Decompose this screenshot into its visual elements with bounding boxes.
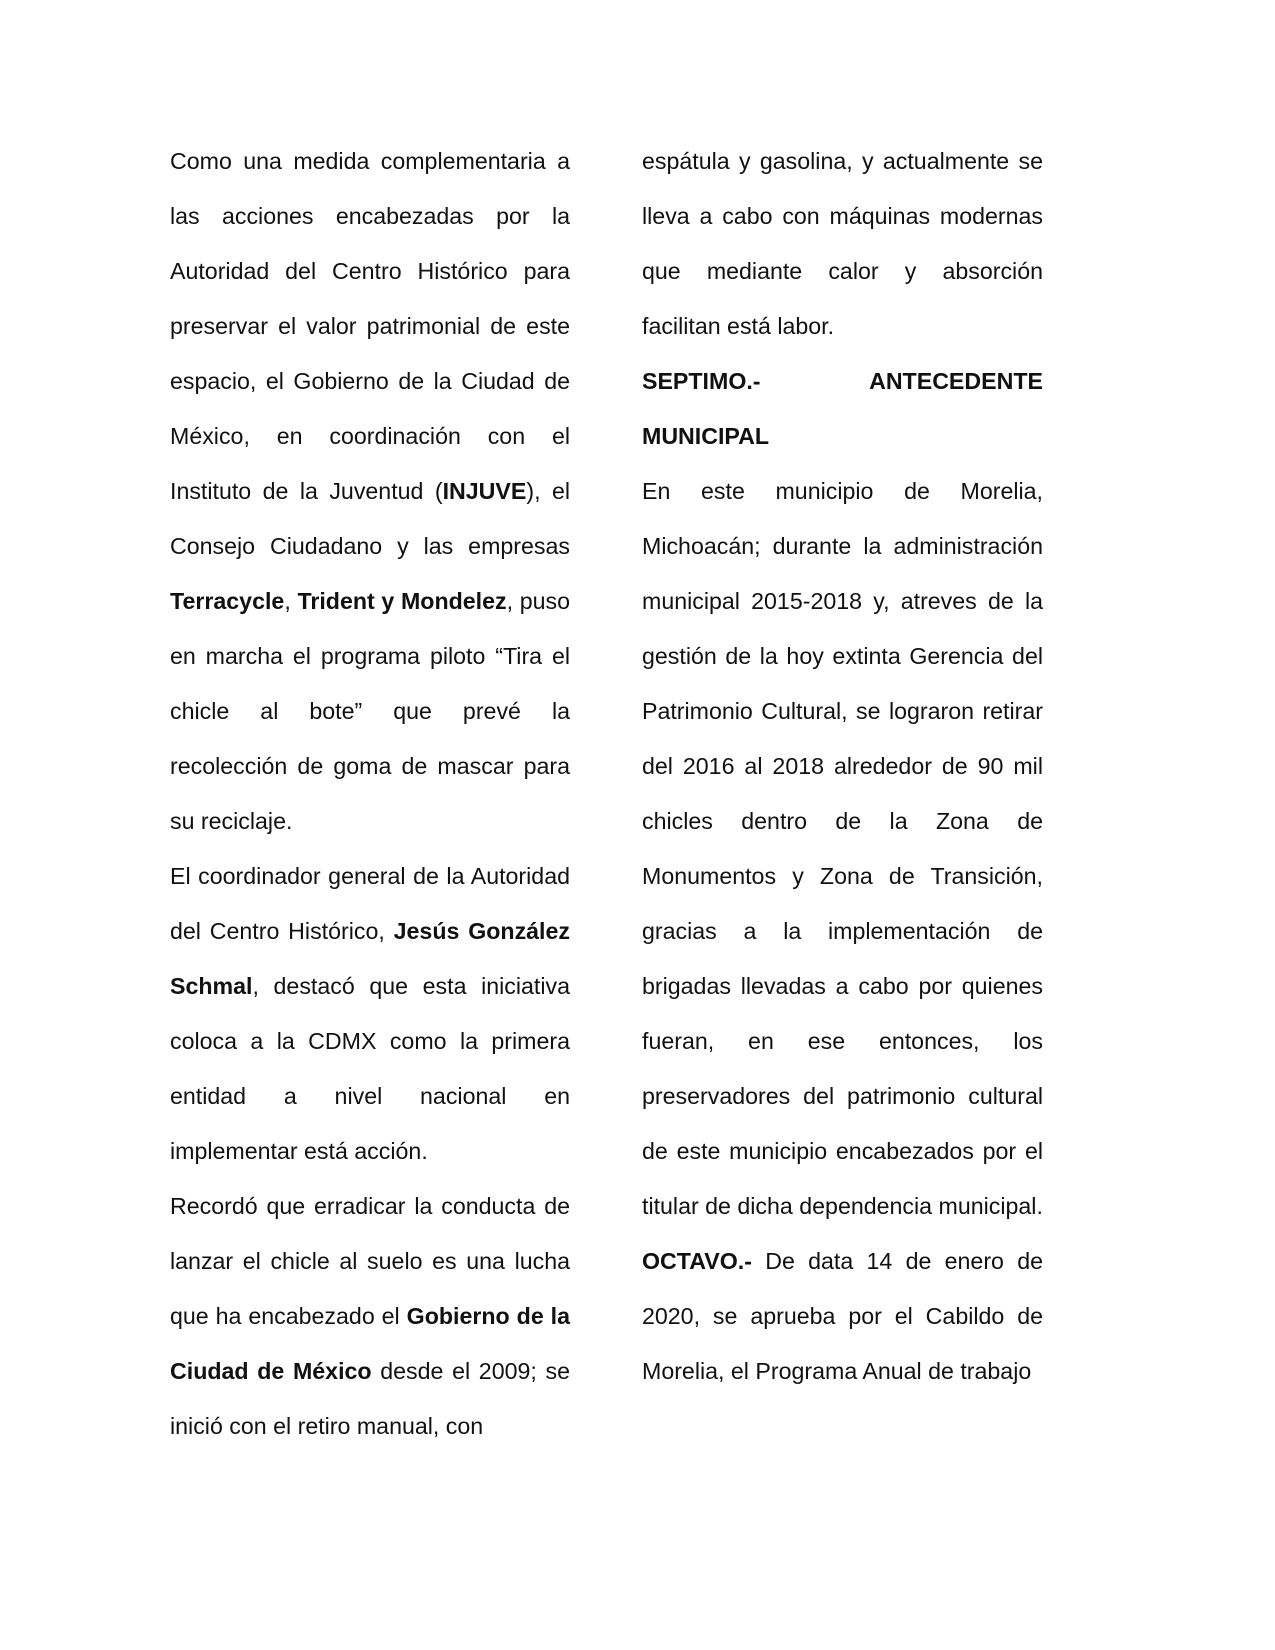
paragraph-morelia: En este municipio de Morelia, Michoacán; durante la administración municipal 2015-2018 y, atreves de la gestión de la hoy extinta Gerencia del Patrimonio Cultural, se lograron retirar del 2016 al 2018 alrededor de 90 mil chicles dentro de la Zona de Monumentos y Zona de Transición, gracias a la implementación de brigadas llevadas a cabo por quienes fueran, en ese entonces, los preservadores del patrimonio cultural de este municipio encabezados por el titular de dicha dependencia municipal. xyxy=(642,478,1043,1219)
paragraph-injuve-program xyxy=(170,134,570,849)
text-run: Como una medida complementaria a las acciones encabezadas por la Autoridad del Centro Histórico para preservar el valor patrimonial de este espacio, el Gobierno de la Ciudad de México, en coordinación con el Instituto de la Juventud ( xyxy=(170,148,570,504)
paragraph-octavo xyxy=(642,1234,1043,1399)
paragraph-espatula: espátula y gasolina, y actualmente se lleva a cabo con máquinas modernas que mediante calor y absorción facilitan está labor. xyxy=(642,148,1043,339)
text-run: ), el Consejo Ciudadano y las empresas xyxy=(170,478,571,559)
text-run: , puso en marcha el programa piloto “Tira el chicle al bote” que prevé la recolección de goma de mascar para su reciclaje. xyxy=(170,588,571,834)
left-column xyxy=(170,134,570,1454)
right-column xyxy=(642,134,1043,1399)
text-run: , destacó que esta iniciativa coloca a la CDMX como la primera entidad a nivel nacional en implementar está acción. xyxy=(170,973,570,1164)
text-run: El coordinador general de la Autoridad del Centro Histórico, xyxy=(170,863,570,944)
paragraph-recordo xyxy=(170,1179,570,1454)
bold-text-trident-mondelez: Trident y Mondelez xyxy=(297,588,507,614)
bold-text-terracycle: Terracycle xyxy=(170,588,285,614)
bold-text-gobierno-cdmx: Gobierno de la Ciudad de México xyxy=(170,1303,570,1384)
section-label-octavo: OCTAVO.- xyxy=(642,1248,752,1274)
bold-text-coordinator-name: Jesús González Schmal xyxy=(170,918,570,999)
section-heading-septimo: SEPTIMO.- ANTECEDENTE MUNICIPAL xyxy=(642,368,1043,449)
bold-text-injuve: INJUVE xyxy=(442,478,527,504)
text-run: , xyxy=(284,588,298,614)
text-run: Recordó que erradicar la conducta de lanzar el chicle al suelo es una lucha que ha encabezado el xyxy=(170,1193,570,1329)
text-run: De data 14 de enero de 2020, se aprueba por el Cabildo de Morelia, el Programa Anual de trabajo xyxy=(642,1248,1043,1384)
text-run: desde el 2009; se inició con el retiro manual, con xyxy=(170,1358,570,1439)
paragraph-coordinator xyxy=(170,849,570,1179)
